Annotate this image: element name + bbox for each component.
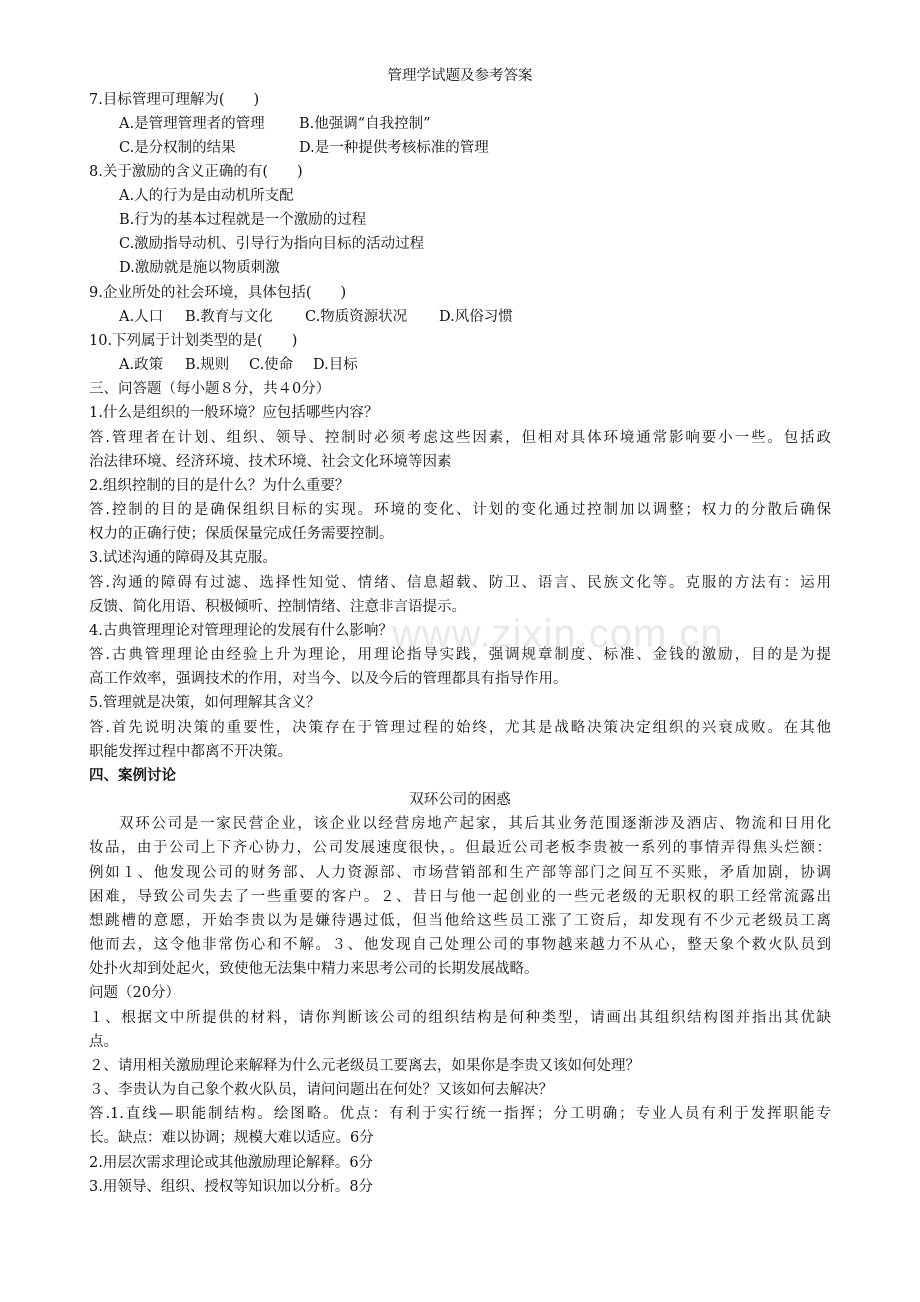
case-paragraph-line7: 处扑火却到处起火，致使他无法集中精力来思考公司的长期发展战略。 <box>89 961 539 977</box>
short-answer-a5-line2: 职能发挥过程中都离不开决策。 <box>89 744 292 760</box>
case-paragraph-line6: 他而去，这令他非常伤心和不解。３、他发现自己处理公司的事物越来越力不从心，整天象个救火队员到 <box>89 937 831 953</box>
watermark: www.zixin.com.cn <box>392 612 724 656</box>
page-header: 管理学试题及参考答案 <box>387 68 533 84</box>
question-7-options-row1 <box>119 112 431 136</box>
case-paragraph-line5: 想跳槽的意愿，开始李贵以为是嫌待遇过低，但当他给这些员工涨了工资后，却发现有不少元老级员工离 <box>89 913 831 929</box>
question-7-stem: 7.目标管理可理解为( ) <box>89 92 260 108</box>
case-answer-1-line1: 答.1.直线—职能制结构。绘图略。优点：有利于实行统一指挥；分工明确；专业人员有利于发挥职能专 <box>89 1106 831 1122</box>
question-8-option-d: D.激励就是施以物质刺激 <box>119 260 280 276</box>
case-answer-3: 3.用领导、组织、授权等知识加以分析。8分 <box>89 1179 374 1195</box>
short-answer-a2-line2: 权力的正确行使；保质保量完成任务需要控制。 <box>89 526 394 542</box>
question-7-option-d: D.是一种提供考核标准的管理 <box>299 140 489 156</box>
case-paragraph-line2: 妆品，由于公司上下齐心协力，公司发展速度很快，。但最近公司老板李贵被一系列的事情弄得焦头烂额： <box>89 840 831 856</box>
short-answer-a5-line1: 答.首先说明决策的重要性，决策存在于管理过程的始终，尤其是战略决策决定组织的兴衰成败。在其他 <box>89 720 831 736</box>
case-question-1-line2: 点。 <box>89 1034 118 1050</box>
case-question-1-line1: １、根据文中所提供的材料，请你判断该公司的组织结构是何种类型，请画出其组织结构图并指出其优缺 <box>89 1010 831 1026</box>
question-10-option-c: C.使命 <box>249 357 294 373</box>
question-9-stem: 9.企业所处的社会环境，具体包括( ) <box>89 285 347 301</box>
case-paragraph-line1: 双环公司是一家民营企业，该企业以经营房地产起家，其后其业务范围逐渐涉及酒店、物流和日用化 <box>119 816 831 832</box>
short-answer-a1-line2: 治法律环境、经济环境、技术环境、社会文化环境等因素 <box>89 454 452 470</box>
case-paragraph-line3: 例如１、他发现公司的财务部、人力资源部、市场营销部和生产部等部门之间互不买账，矛盾加剧，协调 <box>89 865 831 881</box>
question-7-option-a: A.是管理管理者的管理 <box>119 116 265 132</box>
case-question-3: ３、李贵认为自己象个救火队员，请问问题出在何处？又该如何去解决？ <box>89 1082 553 1098</box>
case-title: 双环公司的困惑 <box>409 792 511 808</box>
short-answer-a2-line1: 答.控制的目的是确保组织目标的实现。环境的变化、计划的变化通过控制加以调整；权力的分散后确保 <box>89 502 831 518</box>
short-answer-q4: 4.古典管理理论对管理理论的发展有什么影响？ <box>89 623 393 639</box>
case-answer-2: 2.用层次需求理论或其他激励理论解释。6分 <box>89 1155 374 1171</box>
question-9-option-a: A.人口 <box>119 309 164 325</box>
section-4-title: 四、案例讨论 <box>89 768 176 784</box>
short-answer-q2: 2.组织控制的目的是什么？为什么重要？ <box>89 478 350 494</box>
question-9-option-b: B.教育与文化 <box>185 309 273 325</box>
question-10-option-a: A.政策 <box>119 357 164 373</box>
case-questions-title: 问题（20分） <box>89 985 180 1001</box>
question-7-option-b: B.他强调“自我控制” <box>299 116 431 132</box>
short-answer-a1-line1: 答.管理者在计划、组织、领导、控制时必须考虑这些因素，但相对具体环境通常影响要小一些。包括政 <box>89 430 831 446</box>
question-10-options <box>119 353 358 377</box>
question-9-options <box>119 305 513 329</box>
question-8-option-c: C.激励指导动机、引导行为指向目标的活动过程 <box>119 236 425 252</box>
short-answer-a3-line1: 答.沟通的障碍有过滤、选择性知觉、情绪、信息超载、防卫、语言、民族文化等。克服的方法有：运用 <box>89 575 831 591</box>
short-answer-q5: 5.管理就是决策，如何理解其含义？ <box>89 695 321 711</box>
question-8-option-b: B.行为的基本过程就是一个激励的过程 <box>119 212 367 228</box>
short-answer-q3: 3.试述沟通的障碍及其克服。 <box>89 550 277 566</box>
question-10-option-b: B.规则 <box>185 357 230 373</box>
short-answer-q1: 1.什么是组织的一般环境？应包括哪些内容？ <box>89 405 379 421</box>
question-8-stem: 8.关于激励的含义正确的有( ) <box>89 164 303 180</box>
case-answer-1-line2: 长。缺点：难以协调；规模大难以适应。6分 <box>89 1130 374 1146</box>
case-paragraph-line4: 困难，导致公司失去了一些重要的客户。２、昔日与他一起创业的一些元老级的无职权的职工经常流露出 <box>89 889 831 905</box>
short-answer-a4-line1: 答.古典管理理论由经验上升为理论，用理论指导实践，强调规章制度、标准、金钱的激励，目的是为提 <box>89 647 831 663</box>
short-answer-a3-line2: 反馈、简化用语、积极倾听、控制情绪、注意非言语提示。 <box>89 599 466 615</box>
question-7-option-c: C.是分权制的结果 <box>119 140 236 156</box>
question-10-stem: 10.下列属于计划类型的是( ) <box>89 333 298 349</box>
question-9-option-c: C.物质资源状况 <box>305 309 408 325</box>
question-10-option-d: D.目标 <box>313 357 358 373</box>
section-3-title: 三、问答题（每小题８分，共４0分） <box>89 381 331 397</box>
question-7-options-row2 <box>119 136 489 160</box>
short-answer-a4-line2: 高工作效率，强调技术的作用，对当今、以及今后的管理都具有指导作用。 <box>89 671 568 687</box>
case-question-2: ２、请用相关激励理论来解释为什么元老级员工要离去，如果你是李贵又该如何处理？ <box>89 1058 640 1074</box>
question-9-option-d: D.风俗习惯 <box>439 309 513 325</box>
question-8-option-a: A.人的行为是由动机所支配 <box>119 188 294 204</box>
